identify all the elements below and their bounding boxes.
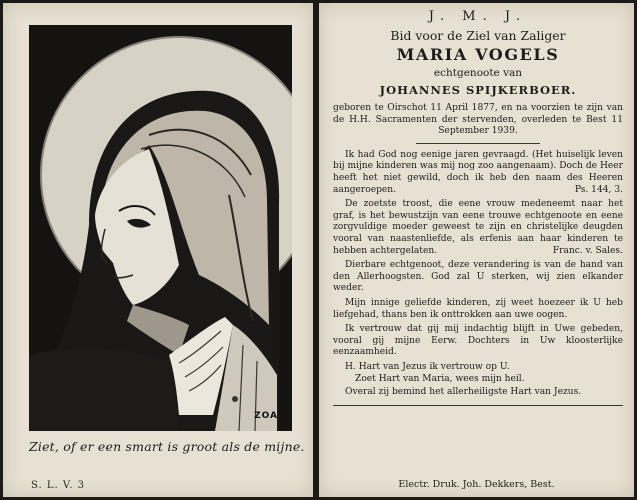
artist-signature: ZOA: [254, 411, 278, 421]
paragraph-text: Ik had God nog eenige jaren gevraagd. (Het huiselijk leven bij mijne kinderen was mij nog zoo aangenaam). Doch de Heer heeft het niet gewild, doch ik heb den naam des Heeren aangeroepen.: [333, 149, 623, 195]
paragraph-ref: Franc. v. Sales.: [552, 245, 623, 256]
paragraph-text: Mijn innige geliefde kinderen, zij weet hoezeer ik U heb liefgehad, thans ben ik onttrokken aan uwe oogen.: [333, 297, 623, 320]
paragraph-text: Ik vertrouw dat gij mij indachtig blijft in Uwe gebeden, vooral gij mijne Eerw. Dochters in Uw kloosterlijke eenzaamheid.: [333, 324, 623, 358]
paragraph-text: De zoetste troost, die eene vrouw medeneemt naar het graf, is het bewustzijn van eene trouwe echtgenoote en eene zorgvuldige moeder geweest te zijn en christelijke deugden vooral van naastenliefde, als erfenis aan haar kinderen te hebben achtergelaten.: [333, 199, 623, 256]
spouse-name: JOHANNES SPIJKERBOER.: [379, 83, 577, 97]
series-code: S. L. V. 3: [31, 480, 86, 491]
right-card: [319, 3, 634, 497]
paragraph: [333, 260, 623, 295]
left-card: [3, 3, 313, 497]
paragraph-text: Dierbare echtgenoot, deze verandering is van de hand van den Allerhoogsten. God zal U sterken, wij zien elkander weder.: [333, 260, 623, 294]
madonna-illustration: [29, 25, 292, 431]
paragraph-ref: Ps. 144, 3.: [574, 184, 623, 195]
madonna-portrait: [29, 25, 292, 431]
caption: Ziet, of er een smart is groot als de mijne.: [29, 439, 305, 454]
printer-credit: Electr. Druk. Joh. Dekkers, Best.: [398, 479, 555, 490]
life-text: geboren te Oirschot 11 April 1877, en na voorzien te zijn van de H.H. Sacramenten der stervenden, overleden te Best 11 September 1939.: [333, 103, 623, 137]
deceased-name: MARIA VOGELS: [396, 45, 560, 64]
paragraph: [333, 150, 623, 196]
paragraph: [333, 324, 623, 359]
paragraph: [333, 298, 623, 321]
invocation: H. Hart van Jezus ik vertrouw op U.: [345, 361, 510, 372]
prayer-title: Bid voor de Ziel van Zaliger: [390, 28, 566, 43]
monogram: J. M. J.: [428, 9, 528, 24]
paragraph: [333, 199, 623, 257]
memorial-text: [333, 9, 623, 410]
bottom-divider: [333, 405, 623, 406]
invocation: Zoet Hart van Maria, wees mijn heil.: [355, 374, 525, 385]
spouse-label: echtgenoote van: [433, 67, 523, 79]
divider: [416, 143, 540, 144]
invocation: Overal zij bemind het allerheiligste Hart van Jezus.: [345, 387, 582, 398]
